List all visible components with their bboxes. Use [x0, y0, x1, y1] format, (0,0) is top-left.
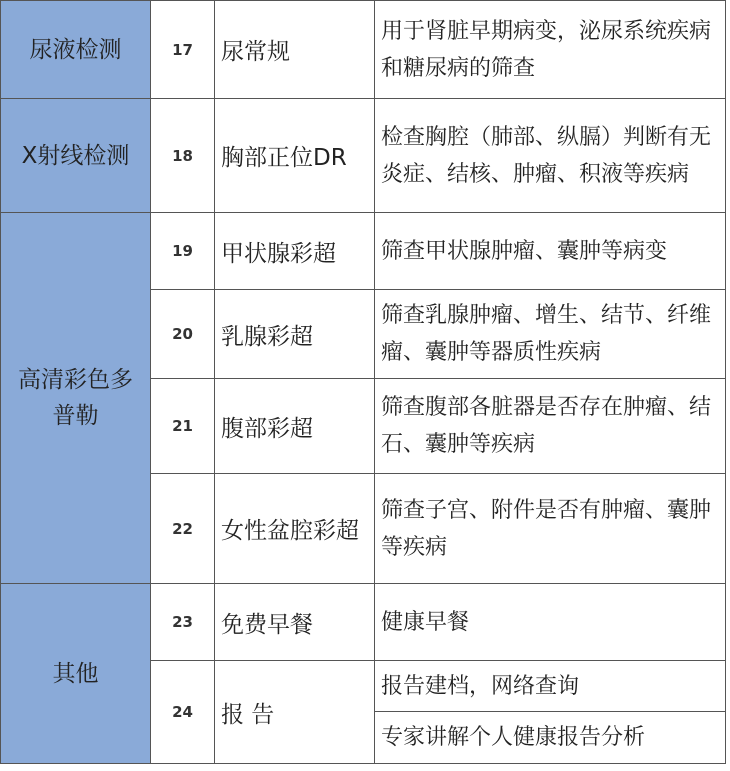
item-description: 用于肾脏早期病变，泌尿系统疾病和糖尿病的筛查 [375, 1, 726, 99]
item-name: 甲状腺彩超 [215, 213, 375, 290]
item-name: 免费早餐 [215, 584, 375, 661]
item-name: 报 告 [215, 661, 375, 764]
item-description: 检查胸腔（肺部、纵膈）判断有无炎症、结核、肿瘤、积液等疾病 [375, 99, 726, 213]
item-name: 尿常规 [215, 1, 375, 99]
item-number: 21 [151, 379, 215, 474]
item-name: 乳腺彩超 [215, 290, 375, 379]
item-name: 腹部彩超 [215, 379, 375, 474]
item-description: 健康早餐 [375, 584, 726, 661]
item-number: 17 [151, 1, 215, 99]
category-cell: 高清彩色多普勒 [1, 213, 151, 584]
table-row [1, 99, 726, 213]
table-row [1, 584, 726, 661]
item-number: 18 [151, 99, 215, 213]
item-number: 23 [151, 584, 215, 661]
item-name: 女性盆腔彩超 [215, 474, 375, 584]
item-description: 筛查腹部各脏器是否存在肿瘤、结石、囊肿等疾病 [375, 379, 726, 474]
item-number: 22 [151, 474, 215, 584]
item-description: 报告建档，网络查询 [375, 661, 726, 712]
category-cell: 其他 [1, 584, 151, 764]
item-description: 筛查乳腺肿瘤、增生、结节、纤维瘤、囊肿等器质性疾病 [375, 290, 726, 379]
table-row [1, 213, 726, 290]
item-number: 24 [151, 661, 215, 764]
category-cell: X射线检测 [1, 99, 151, 213]
item-description: 筛查子宫、附件是否有肿瘤、囊肿等疾病 [375, 474, 726, 584]
item-description: 筛查甲状腺肿瘤、囊肿等病变 [375, 213, 726, 290]
item-number: 19 [151, 213, 215, 290]
table-row [1, 1, 726, 99]
item-name: 胸部正位DR [215, 99, 375, 213]
item-description: 专家讲解个人健康报告分析 [375, 712, 726, 764]
category-cell: 尿液检测 [1, 1, 151, 99]
item-number: 20 [151, 290, 215, 379]
